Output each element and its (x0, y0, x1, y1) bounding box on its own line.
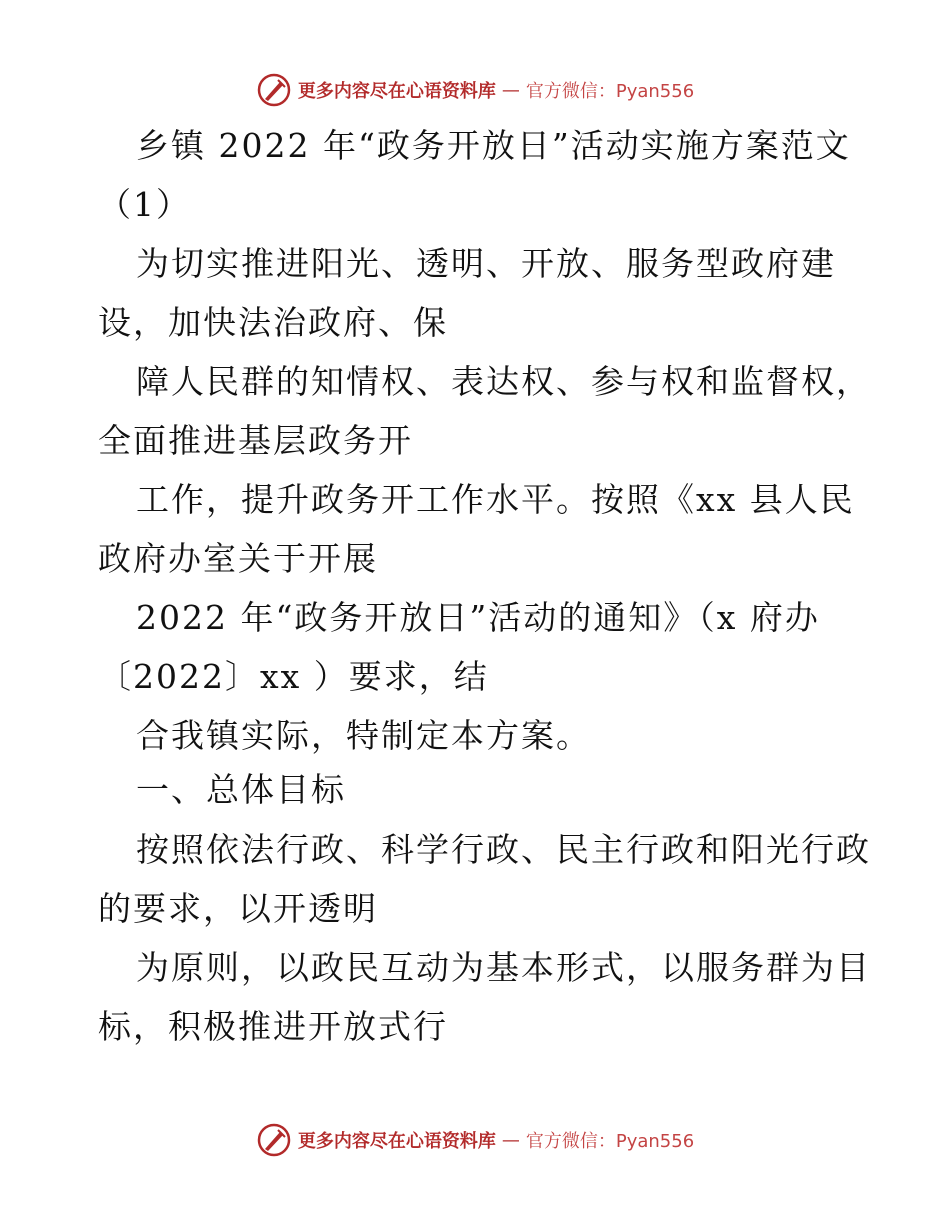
paragraph-line: 全面推进基层政务开 (98, 421, 413, 460)
paragraph-line: 合我镇实际，特制定本方案。 (136, 716, 591, 755)
paragraph-line: 标，积极推进开放式行 (98, 1007, 448, 1046)
paragraph-line: 为切实推进阳光、透明、开放、服务型政府建 (136, 244, 836, 283)
banner-contact: 官方微信：Pyan556 (525, 81, 695, 102)
paragraph-line: 设，加快法治政府、保 (98, 303, 448, 342)
banner-separator: — (501, 1129, 520, 1151)
paragraph-line: 政府办室关于开展 (98, 539, 378, 578)
paragraph-line: 〔2022〕xx ）要求，结 (98, 657, 489, 696)
footer-banner (0, 1122, 950, 1158)
paragraph-line: 工作，提升政务开工作水平。按照《xx 县人民 (136, 480, 855, 519)
paragraph-line: 为原则，以政民互动为基本形式，以服务群为目 (136, 948, 871, 987)
banner-brand: 更多内容尽在心语资料库 (297, 81, 496, 102)
paragraph-line: 2022 年“政务开放日”活动的通知》（x 府办 (136, 598, 820, 637)
banner-brand: 更多内容尽在心语资料库 (297, 1131, 496, 1152)
feather-pen-icon (256, 1122, 292, 1158)
document-title-number: （1） (98, 185, 191, 224)
banner-contact: 官方微信：Pyan556 (525, 1131, 695, 1152)
section-heading: 一、总体目标 (136, 770, 346, 809)
document-title: 乡镇 2022 年“政务开放日”活动实施方案范文 (136, 126, 851, 165)
paragraph-line: 按照依法行政、科学行政、民主行政和阳光行政 (136, 830, 871, 869)
paragraph-line: 的要求，以开透明 (98, 889, 378, 928)
banner-separator: — (501, 79, 520, 101)
paragraph-line: 障人民群的知情权、表达权、参与权和监督权， (136, 362, 871, 401)
